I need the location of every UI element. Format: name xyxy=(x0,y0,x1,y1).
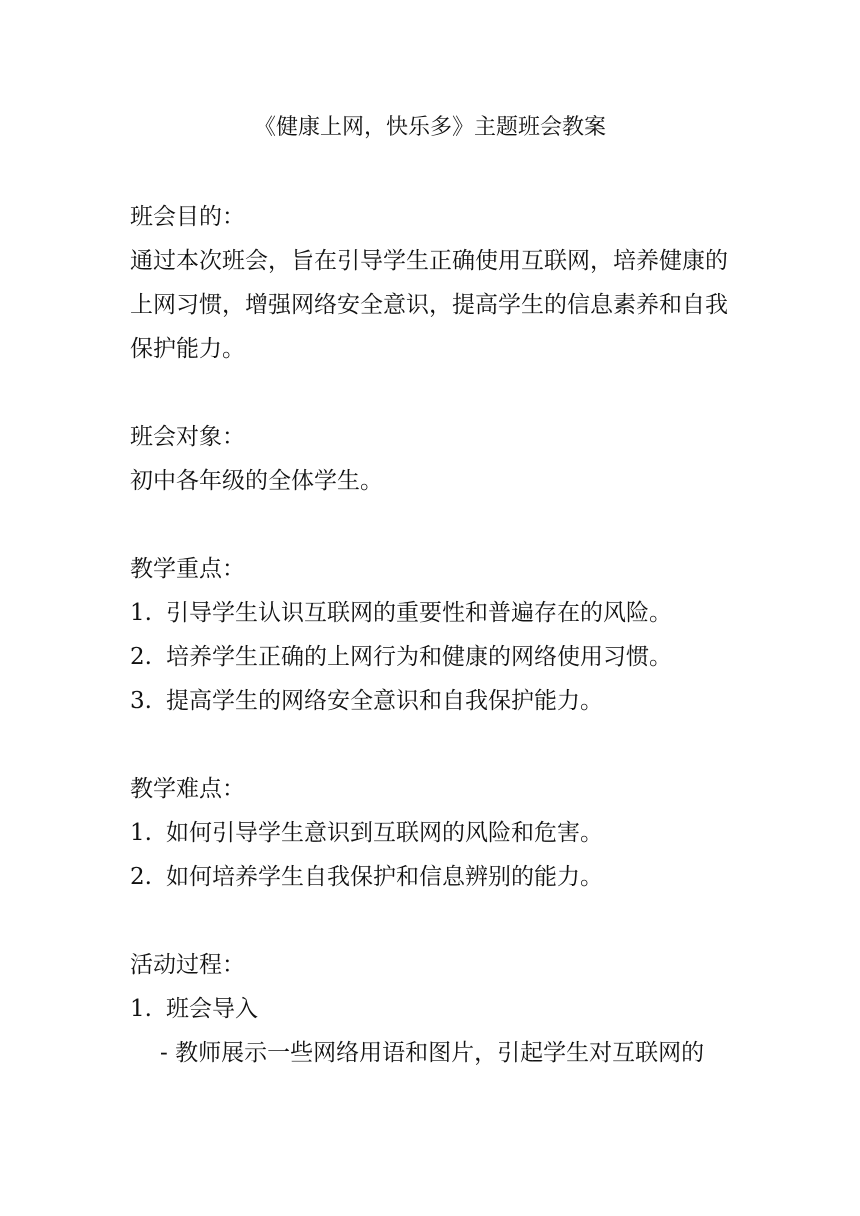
list-item xyxy=(130,987,740,1031)
list-item xyxy=(130,811,740,855)
list-item xyxy=(130,635,740,679)
section-heading-audience: 班会对象： xyxy=(130,424,245,450)
document-title: 《健康上网，快乐多》主题班会教案 xyxy=(253,115,606,140)
audience-text: 初中各年级的全体学生。 xyxy=(130,468,383,494)
purpose-line-3: 保护能力。 xyxy=(130,336,245,362)
list-text: 如何引导学生意识到互联网的风险和危害。 xyxy=(166,820,603,846)
section-heading-difficulties: 教学难点： xyxy=(130,776,245,802)
list-text: 如何培养学生自我保护和信息辨别的能力。 xyxy=(166,864,603,890)
list-number: 3. xyxy=(130,688,152,714)
list-text: 班会导入 xyxy=(166,996,258,1022)
spacer xyxy=(130,899,740,943)
document-body xyxy=(130,195,740,1075)
list-number: 1. xyxy=(130,820,152,846)
spacer xyxy=(130,723,740,767)
list-number: 2. xyxy=(130,864,152,890)
list-number: 1. xyxy=(130,600,152,626)
list-text: 培养学生正确的上网行为和健康的网络使用习惯。 xyxy=(166,644,672,670)
purpose-line-2: 上网习惯，增强网络安全意识，提高学生的信息素养和自我 xyxy=(130,292,728,318)
spacer xyxy=(130,371,740,415)
purpose-line-1: 通过本次班会，旨在引导学生正确使用互联网，培养健康的 xyxy=(130,248,728,274)
list-item xyxy=(130,855,740,899)
list-item xyxy=(130,591,740,635)
list-number: 1. xyxy=(130,996,152,1022)
list-text: 引导学生认识互联网的重要性和普遍存在的风险。 xyxy=(166,600,672,626)
section-heading-purpose: 班会目的： xyxy=(130,204,245,230)
list-item xyxy=(130,679,740,723)
section-heading-key-points: 教学重点： xyxy=(130,556,245,582)
spacer xyxy=(130,503,740,547)
section-heading-process: 活动过程： xyxy=(130,952,245,978)
process-sub-text: - 教师展示一些网络用语和图片，引起学生对互联网的 xyxy=(160,1040,705,1066)
list-text: 提高学生的网络安全意识和自我保护能力。 xyxy=(166,688,603,714)
list-number: 2. xyxy=(130,644,152,670)
